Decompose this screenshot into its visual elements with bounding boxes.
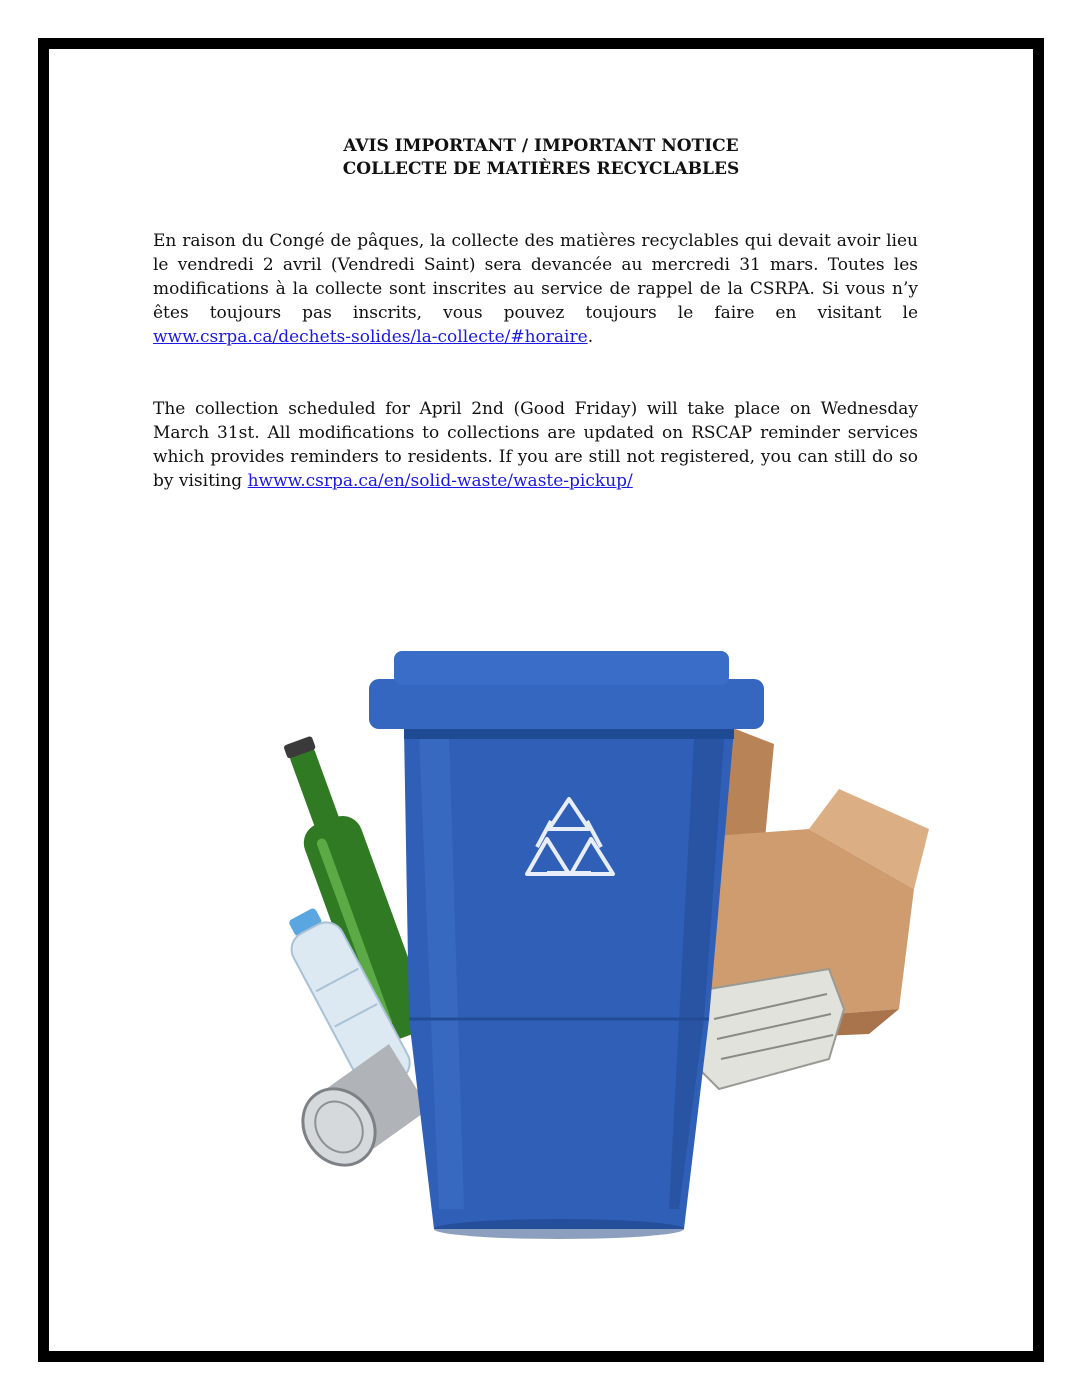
recycling-illustration <box>229 589 929 1269</box>
french-text: En raison du Congé de pâques, la collecte des matières recyclables qui devait avoir lieu le vendredi 2 avril (Vendredi Saint) sera devancée au mercredi 31 mars. Toutes les modifications à la collecte sont inscrites au service de rappel de la CSRPA. Si vous n’y êtes toujours pas inscrits, vous pouvez toujours le faire en visitant le <box>153 231 918 323</box>
french-end: . <box>587 327 594 347</box>
blue-recycling-bin <box>369 651 764 1239</box>
english-text: The collection scheduled for April 2nd (Good Friday) will take place on Wednesday March 31st. All modifications to collections are updated on RSCAP reminder services which provides reminders to residents. If you are still not registered, you can still do so by visiting <box>153 399 918 491</box>
notice-frame <box>38 38 1044 1362</box>
french-paragraph <box>153 229 918 349</box>
notice-title <box>49 135 1033 181</box>
title-line-1: AVIS IMPORTANT / IMPORTANT NOTICE <box>343 136 739 156</box>
english-link[interactable]: hwww.csrpa.ca/en/solid-waste/waste-pickup/ <box>247 471 633 491</box>
title-line-2: COLLECTE DE MATIÈRES RECYCLABLES <box>342 159 740 179</box>
french-link[interactable]: www.csrpa.ca/dechets-solides/la-collecte/#horaire <box>153 327 588 347</box>
english-paragraph <box>153 397 918 493</box>
